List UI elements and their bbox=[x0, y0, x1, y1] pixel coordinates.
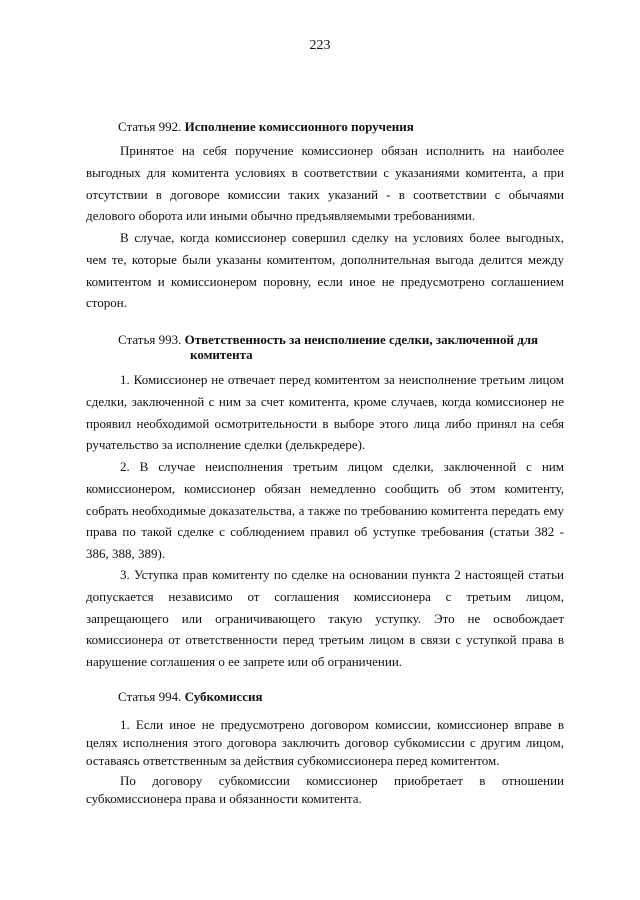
article-993-title-line1: Ответственность за неисполнение сделки, заключенной для bbox=[184, 332, 539, 347]
article-992-paragraph-1: Принятое на себя поручение комиссионер обязан исполнить на наиболее выгодных для комитента условиях в соответствии с указаниями комитента, а при отсутствии в договоре комиссии таких указаний - в соответствии с обычаями делового оборота или иными обычно предъявляемыми требованиями. bbox=[86, 143, 564, 224]
article-993-heading bbox=[118, 332, 568, 362]
article-993-title-line2: комитента bbox=[190, 347, 253, 362]
article-992-title: Исполнение комиссионного поручения bbox=[184, 119, 414, 134]
article-994-number: Статья 994. bbox=[118, 689, 182, 704]
article-994-heading bbox=[118, 689, 263, 704]
article-993-paragraph-1: 1. Комиссионер не отвечает перед комитентом за неисполнение третьим лицом сделки, заключенной с ним за счет комитента, кроме случаев, когда комиссионер не проявил необходимой осмотрительности в выборе этого лица либо принял на себя ручательство за исполнение сделки (делькредере). bbox=[86, 372, 564, 453]
article-994-paragraph-1: 1. Если иное не предусмотрено договором комиссии, комиссионер вправе в целях исполнения этого договора заключить договор субкомиссии с другим лицом, оставаясь ответственным за действия субкомиссионера перед комитентом. bbox=[86, 717, 564, 768]
article-993-paragraph-3: 3. Уступка прав комитенту по сделке на основании пункта 2 настоящей статьи допускается независимо от соглашения комиссионера с третьим лицом, запрещающего или ограничивающего такую уступку. Это не освобождает комиссионера от ответственности перед третьим лицом в связи с уступкой права в нарушение соглашения о ее запрете или об ограничении. bbox=[86, 567, 564, 670]
article-992-number: Статья 992. bbox=[118, 119, 182, 134]
article-993-paragraph-2: 2. В случае неисполнения третьим лицом сделки, заключенной с ним комиссионером, комиссионер обязан немедленно сообщить об этом комитенту, собрать необходимые доказательства, а также по требованию комитента передать ему права по такой сделке с соблюдением правил об уступке требования (статьи 382 - 386, 388, 389). bbox=[86, 459, 564, 562]
article-992-paragraph-2: В случае, когда комиссионер совершил сделку на условиях более выгодных, чем те, которые были указаны комитентом, дополнительная выгода делится между комитентом и комиссионером поровну, если иное не предусмотрено соглашением сторон. bbox=[86, 230, 564, 311]
page-number: 223 bbox=[309, 38, 331, 53]
article-992-heading bbox=[118, 119, 414, 134]
article-993-number: Статья 993. bbox=[118, 332, 182, 347]
article-994-title: Субкомиссия bbox=[184, 689, 263, 704]
article-994-paragraph-2: По договору субкомиссии комиссионер приобретает в отношении субкомиссионера права и обязанности комитента. bbox=[86, 773, 564, 806]
